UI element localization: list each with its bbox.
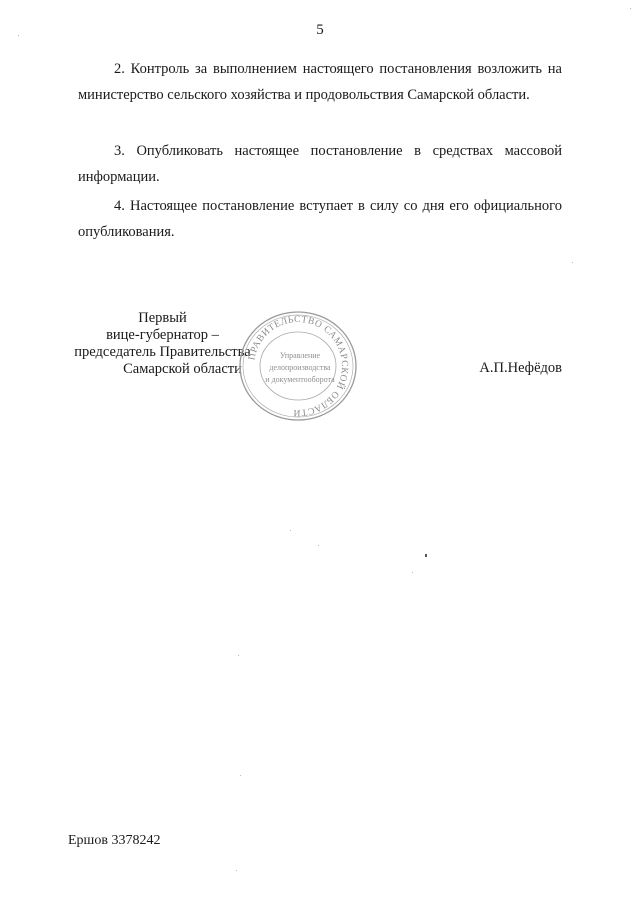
scan-speck [18,35,19,36]
position-line: председатель Правительства [74,344,251,360]
seal-inner-line: Управление [279,351,321,360]
scan-speck [290,530,291,531]
scan-speck [236,870,237,871]
position-line: вице-губернатор – [106,327,219,343]
scan-speck [318,545,319,546]
scan-speck [572,262,573,263]
executor-code: Ершов 3378242 [68,833,161,848]
seal-inner-line: и документооборота [265,375,335,384]
scan-speck [630,8,631,9]
signatory-name: А.П.Нефёдов [479,360,562,376]
signatory-position [60,310,265,378]
page-number: 5 [316,22,324,38]
scan-speck [240,775,241,776]
position-line: Первый [138,310,187,326]
seal-outer-text: ПРАВИТЕЛЬСТВО САМАРСКОЙ ОБЛАСТИ [247,314,350,418]
seal-inner-line: делопроизводства [269,363,331,372]
position-line: Самарской области [123,361,242,377]
seal-graphic [236,308,360,424]
official-seal-stamp [236,308,360,424]
scan-speck [425,554,427,557]
scan-speck [238,655,239,656]
paragraph-4: 4. Настоящее постановление вступает в силу со дня его официального опубликования. [78,198,562,240]
paragraph-3: 3. Опубликовать настоящее постановление в средствах массовой информации. [78,143,562,185]
paragraph-2: 2. Контроль за выполнением настоящего постановления возложить на министерство сельского хозяйства и продовольствия Самарской области. [78,61,562,103]
scan-speck [412,572,413,573]
